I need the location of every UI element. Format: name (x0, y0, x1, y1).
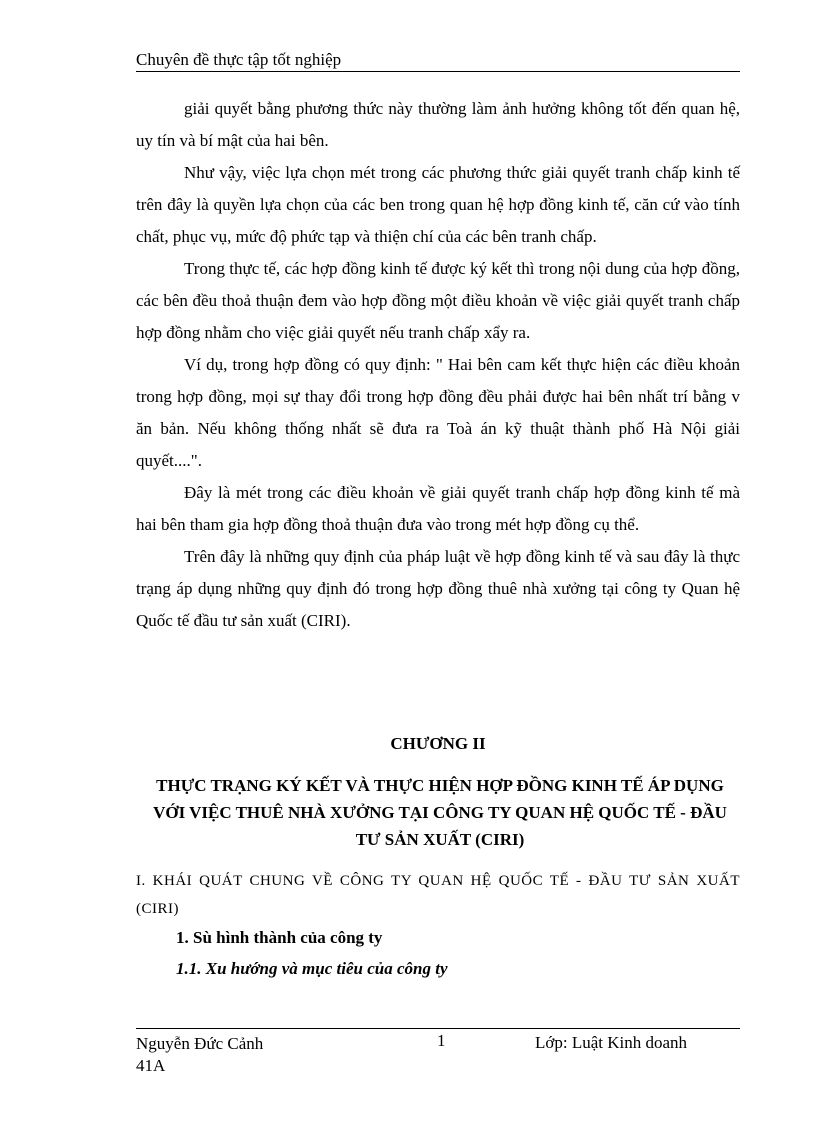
footer-author (136, 1033, 263, 1077)
paragraph: Ví dụ, trong hợp đồng có quy định: " Hai bên cam kết thực hiện các điều khoản trong hợp đồng, mọi sự thay đổi trong hợp đồng đều phải được hai bên nhất trí bằng v ăn bản. Nếu không thống nhất sẽ đưa ra Toà án kỹ thuật thành phố Hà Nội giải quyết....". (136, 355, 740, 470)
footer-divider (136, 1028, 740, 1029)
author-class: 41A (136, 1056, 166, 1075)
paragraph: Như vậy, việc lựa chọn mét trong các phương thức giải quyết tranh chấp kinh tế trên đây là quyền lựa chọn của các ben trong quan hệ hợp đồng kinh tế, căn cứ vào tính chất, phục vụ, mức độ phức tạp và thiện chí của các bên tranh chấp. (136, 163, 740, 246)
paragraph: Đây là mét trong các điều khoản về giải quyết tranh chấp hợp đồng kinh tế mà hai bên tham gia hợp đồng thoả thuận đưa vào trong mét hợp đồng cụ thể. (136, 483, 740, 534)
chapter-number: CHƯƠNG II (390, 734, 486, 753)
author-name: Nguyễn Đức Cảnh (136, 1034, 264, 1053)
class-label: Lớp: Luật Kinh doanh (535, 1033, 688, 1052)
paragraph: Trong thực tế, các hợp đồng kinh tế được ký kết thì trong nội dung của hợp đồng, các bên đều thoả thuận đem vào hợp đồng một điều khoản về việc giải quyết tranh chấp hợp đồng nhằm cho việc giải quyết nếu tranh chấp xẩy ra. (136, 259, 740, 342)
paragraph-continuation: giải quyết bằng phương thức này thường làm ảnh hưởng không tốt đến quan hệ, uy tín và bí mật của hai bên. (136, 99, 740, 150)
paragraph: Trên đây là những quy định của pháp luật về hợp đồng kinh tế và sau đây là thực trạng áp dụng những quy định đó trong hợp đồng thuê nhà xưởng tại công ty Quan hệ Quốc tế đầu tư sản xuất (CIRI). (136, 547, 740, 630)
body-text (136, 93, 740, 637)
page-header (136, 50, 740, 72)
section-heading: I. KHÁI QUÁT CHUNG VỀ CÔNG TY QUAN HỆ QUỐC TẾ - ĐẦU TƯ SẢN XUẤT (CIRI) (136, 873, 740, 917)
chapter-title: THỰC TRẠNG KÝ KẾT VÀ THỰC HIỆN HỢP ĐỒNG KINH TẾ ÁP DỤNG VỚI VIỆC THUÊ NHÀ XƯỞNG TẠI CÔNG TY QUAN HỆ QUỐC TẾ - ĐẦU TƯ SẢN XUẤT (CIRI) (153, 776, 727, 849)
subheading: 1. Sù hình thành của công ty (176, 928, 383, 947)
page-number: 1 (437, 1031, 446, 1050)
subsubheading: 1.1. Xu hướng và mục tiêu của công ty (176, 959, 448, 978)
header-title: Chuyên đề thực tập tốt nghiệp (136, 50, 342, 69)
